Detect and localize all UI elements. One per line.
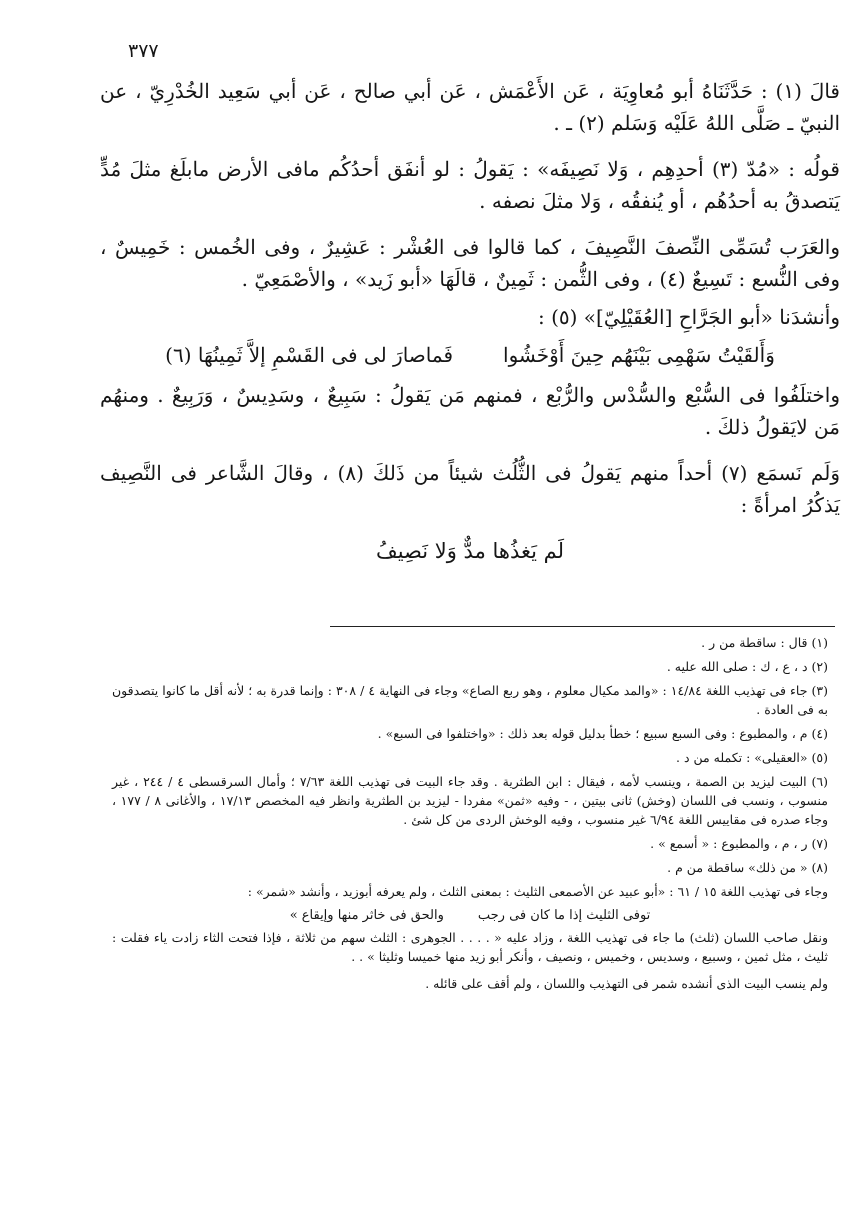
paragraph-isnad: قالَ (١) : حَدَّثَنَاهُ أبو مُعاوِيَة ، عَن الأَعْمَش ، عَن أبي صالح ، عَن أبي سَعِيد الخُدْرِيّ ، عن النبيّ ـ صَلَّى اللهُ عَلَيْه وَسَلم (٢) ـ . (100, 79, 840, 135)
paragraph-recitation-intro: وأنشدَنا «أبو الجَرَّاحِ [العُقَيْلِيّ]» (٥) : (537, 305, 840, 329)
footnote-lisan-quote: ونقل صاحب اللسان (ثلث) ما جاء فى تهذيب اللغة ، وزاد عليه « . . . . الجوهرى : الثلث سهم من ثلاثة ، فإذا فتحت الثاء زادت ياء فقلت : ثليث ، مثل ثمين ، وسبيع ، وسديس ، وخميس ، ونصيف ، وأنكر أبو زيد منها خميسا وثليثا » . . (112, 930, 828, 964)
page-number: ٣٧٧ (128, 40, 159, 62)
footnote-closing-note: ولم ينسب البيت الذى أنشده شمر فى التهذيب واللسان ، ولم أقف على قائله . (425, 976, 828, 991)
footnote-4: (٤) م ، والمطبوع : وفى السبع سبيع ؛ خطأ بدليل قوله بعد ذلك : «واختلفوا فى السبع» . (377, 726, 828, 741)
footnote-verse-second: والحق فى خاثر منها وإيقاع » (289, 908, 444, 923)
footnote-8-continuation: وجاء فى تهذيب اللغة ١٥ / ٦١ : «أبو عبيد عن الأصمعى الثليث : بمعنى الثلث ، ولم يعرفه أبوزيد ، وأنشد «شمر» : (247, 884, 828, 899)
footnote-divider (330, 626, 835, 627)
footnote-1: (١) قال : ساقطة من ر . (701, 635, 828, 650)
verse-couplet (100, 339, 840, 371)
footnotes (112, 633, 828, 998)
verse-first-hemistich: وَأَلقَيْتُ سَهْمِى بَيْنَهُم حِينَ أَوْخَشُوا (503, 343, 775, 367)
paragraph-hadith-explanation: قولُه : «مُدّ (٣) أحدِهِم ، وَلا نَصِيفَه» : يَقولُ : لو أنفَق أحدُكُم مافى الأرض مابلَغ مثلَ مُدٍّ يَتصدقُ به أحدُهُم ، أو يُنفقُه ، وَلا مثلَ نصفه . (100, 157, 840, 213)
paragraph-arab-naming: والعَرَب تُسَمِّى النِّصفَ النَّصِيفَ ، كما قالوا فى العُشْر : عَشِيرٌ ، وفى الخُمس : خَمِيسٌ ، وفى النُّسع : تَسِيعٌ (٤) ، وفى الثُّمن : ثَمِينٌ ، قالَهَا «أبو زَيد» ، والأصْمَعِيّ . (100, 235, 840, 291)
footnote-6: (٦) البيت ليزيد بن الصمة ، وينسب لأمه ، فيقال : ابن الطثرية . وقد جاء البيت فى تهذيب اللغة ٧/٦٣ ؛ وأمال السرقسطى ٤ / ٢٤٤ ، غير منسوب ، ونسب فى اللسان (وخش) ثانى بيتين ، - وفيه «ثمن» مفردا - ليزيد بن الطثرية وانظر فيه المخصص ١٧/١٣ ، والأغانى ٨ / ١٧٧ ، وجاء صدره فى مقاييس اللغة ٦/٩٤ غير منسوب ، وفيه الوخش الردى من كل شئ . (112, 774, 828, 827)
footnote-3: (٣) جاء فى تهذيب اللغة ١٤/٨٤ : «والمد مكيال معلوم ، وهو ربع الصاع» وجاء فى النهاية ٤ / ٣٠٨ : وإنما قدرة به ؛ لأنه أقل ما كانوا يتصدقون به فى العادة . (112, 683, 828, 717)
verse-line: لَم يَغذُها مدٌّ وَلا نَصِيفُ (375, 539, 565, 563)
footnote-7: (٧) ر ، م ، والمطبوع : « أسمع » . (650, 836, 828, 851)
paragraph-disagreement: واختلَفُوا فى السُّبْع والسُّدْس والرُّبْع ، فمنهم مَن يَقولُ : سَبِيعٌ ، وسَدِيسٌ ، وَرَبِيعٌ . ومنهُم مَن لايَقولُ ذلكَ . (100, 383, 840, 439)
verse-second-hemistich: فَماصارَ لى فى القَسْمِ إلاَّ ثَمِينُهَا (٦) (165, 343, 454, 367)
footnote-8: (٨) « من ذلك» ساقطة من م . (667, 860, 828, 875)
footnote-5: (٥) «العقيلى» : تكمله من د . (676, 750, 828, 765)
footnote-2: (٢) د ، ع ، ك : صلى الله عليه . (666, 659, 828, 674)
footnote-verse-first: توفى الثليث إذا ما كان فى رجب (477, 908, 651, 923)
main-text (100, 75, 840, 567)
footnote-verse (112, 906, 828, 925)
paragraph-thuluth: وَلَم نَسمَع (٧) أحداً منهم يَقولُ فى الثُّلُث شيئاً من ذَلكَ (٨) ، وقالَ الشَّاعر فى النَّصِيف يَذكُرُ امرأةً : (100, 461, 840, 517)
